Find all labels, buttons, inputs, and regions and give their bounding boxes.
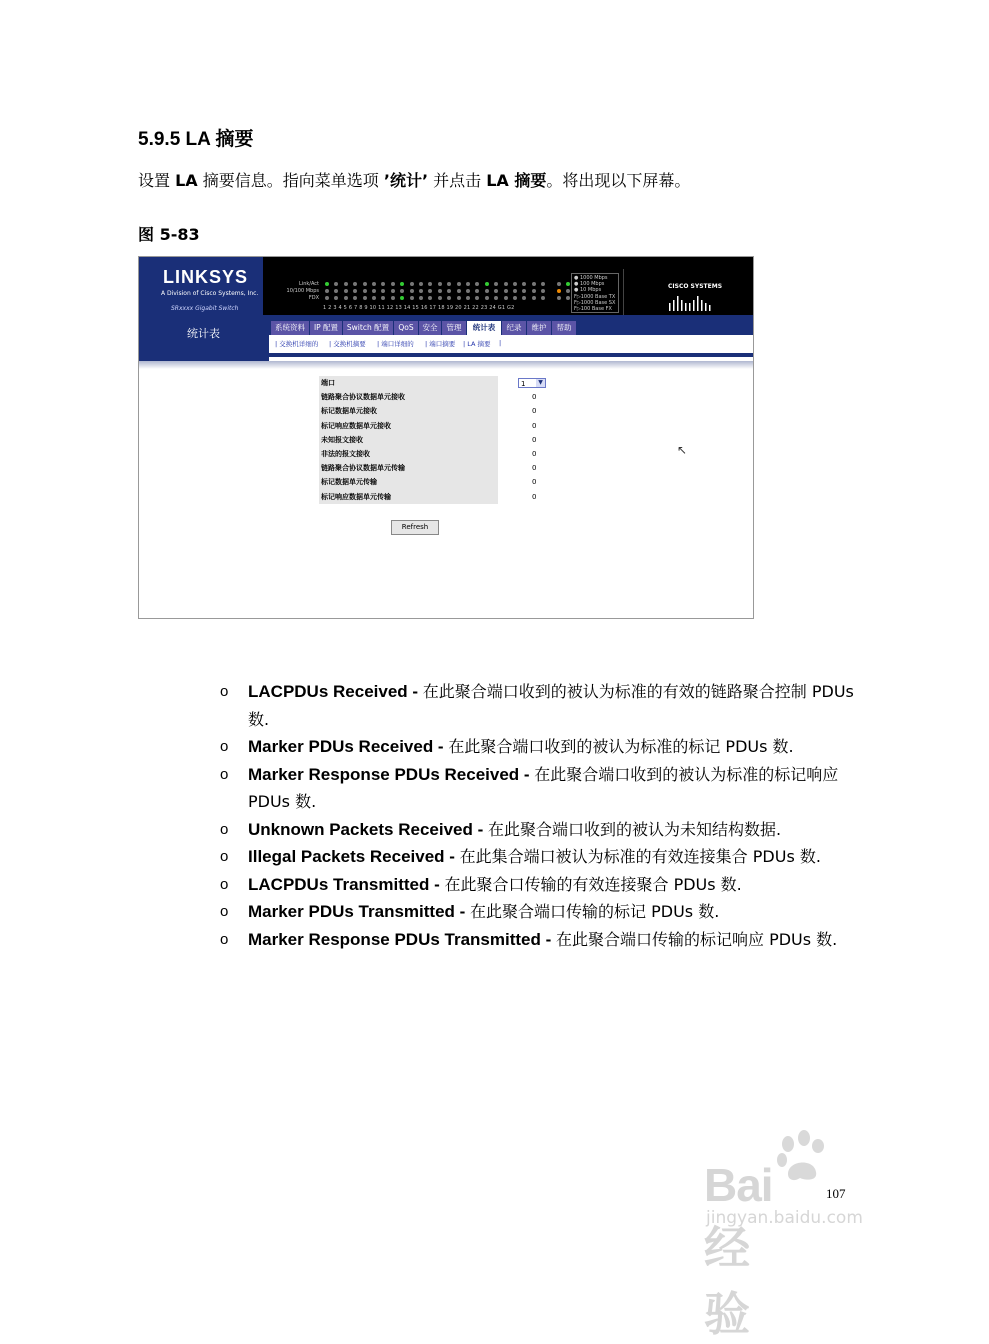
list-item — [220, 871, 860, 899]
subnav-switch-detail[interactable]: | 交换机详细的 — [275, 340, 319, 348]
legend-item: F▷1000 Base TX — [574, 293, 616, 300]
definition: 在此聚合端口收到的被认为标准的标记 PDUs 数. — [448, 737, 794, 756]
table-row — [319, 376, 614, 390]
list-item — [220, 816, 860, 844]
table-row — [319, 404, 614, 418]
tab-ip-config[interactable]: IP 配置 — [310, 321, 343, 335]
table-row — [319, 490, 614, 504]
term: Illegal Packets Received - — [248, 847, 460, 866]
table-row — [319, 461, 614, 475]
port-led — [466, 296, 470, 300]
row-value: 0 — [532, 478, 537, 487]
bullet-icon: o — [220, 875, 229, 893]
subnav-port-detail[interactable]: | 端口详细的 — [377, 340, 414, 348]
table-row — [319, 447, 614, 461]
bullet-icon: o — [220, 903, 229, 920]
switch-screenshot — [138, 256, 754, 619]
port-led — [325, 282, 329, 286]
port-label: 端口 — [319, 376, 498, 390]
tab-switch-config[interactable]: Switch 配置 — [343, 321, 394, 335]
port-led — [438, 296, 442, 300]
port-led — [438, 282, 442, 286]
led-label: Link/Act — [299, 281, 319, 287]
row-value: 0 — [532, 393, 537, 402]
term: Marker PDUs Transmitted - — [248, 902, 471, 921]
port-led — [504, 296, 508, 300]
tab-statistics[interactable]: 统计表 — [467, 321, 502, 335]
port-led — [391, 282, 395, 286]
port-led — [419, 296, 423, 300]
vendor-name: CISCO SYSTEMS — [668, 283, 723, 290]
subnav-port-summary[interactable]: | 端口摘要 — [425, 340, 456, 348]
term: Marker PDUs Received - — [248, 737, 449, 756]
definition: 在此集合端口被认为标准的有效连接集合 PDUs 数. — [459, 847, 821, 866]
term: Unknown Packets Received - — [248, 819, 488, 839]
watermark-text: Bai经验 — [704, 1159, 773, 1340]
watermark-url: jingyan.baidu.com — [706, 1208, 863, 1228]
mouse-cursor-icon: ↖ — [677, 443, 688, 457]
port-led — [325, 289, 329, 293]
figure-caption: 图 5-83 — [138, 225, 200, 244]
intro-la-summary: LA 摘要 — [486, 171, 547, 190]
intro-text: 摘要信息。指向菜单选项 — [197, 171, 384, 190]
port-select[interactable] — [518, 378, 546, 388]
definition-list — [220, 678, 860, 953]
port-select-value: 1 — [521, 380, 526, 389]
port-cell — [498, 376, 614, 390]
port-led — [344, 289, 348, 293]
tab-system-info[interactable]: 系统资料 — [271, 321, 310, 335]
chevron-down-icon[interactable]: ▼ — [536, 379, 545, 387]
subnav-switch-summary[interactable]: | 交换机摘要 — [329, 340, 366, 348]
intro-text: 。将出现以下屏幕。 — [546, 171, 691, 190]
definition: 在此聚合口传输的有效连接聚合 PDUs 数. — [444, 874, 742, 894]
port-led — [419, 282, 423, 286]
divider — [139, 361, 753, 369]
port-led — [391, 296, 395, 300]
table-row — [319, 390, 614, 404]
list-item — [220, 843, 860, 871]
refresh-button[interactable]: Refresh — [391, 520, 439, 535]
term: Marker Response PDUs Received - — [248, 764, 535, 784]
port-led — [391, 289, 395, 293]
tab-help[interactable]: 帮助 — [552, 321, 577, 335]
speed-legend — [571, 273, 619, 313]
bullet-icon: o — [220, 765, 229, 783]
led-label: 10/100 Mbps — [286, 288, 319, 294]
table-row — [319, 419, 614, 433]
port-led — [363, 289, 367, 293]
section-label: 统计表 — [187, 327, 220, 340]
port-led — [513, 282, 517, 286]
term: LACPDUs Received - — [248, 682, 423, 701]
port-led — [438, 289, 442, 293]
row-value: 0 — [532, 450, 537, 459]
row-value: 0 — [532, 435, 537, 444]
row-label: 链路聚合协议数据单元传输 — [319, 461, 498, 475]
port-led — [532, 296, 536, 300]
port-led — [566, 289, 570, 293]
subnav-end: | — [499, 339, 502, 347]
port-led — [325, 296, 329, 300]
list-item — [220, 678, 860, 733]
row-label: 标记响应数据单元接收 — [319, 419, 498, 433]
port-led — [410, 289, 414, 293]
sub-navigation — [269, 335, 753, 357]
legend-item: ● 1000 Mbps — [574, 275, 608, 281]
port-led — [363, 282, 367, 286]
port-led — [513, 296, 517, 300]
list-item — [220, 898, 860, 926]
port-led — [466, 289, 470, 293]
legend-item: F▷100 Base FX — [574, 306, 612, 313]
port-led — [457, 289, 461, 293]
definition: 在此聚合端口收到的被认为标准的有效的链路聚合控制 PDUs 数. — [248, 682, 854, 729]
brand-text: LINKSYS — [163, 267, 249, 287]
row-label: 未知报文接收 — [319, 433, 498, 447]
port-led — [410, 296, 414, 300]
row-label: 标记响应数据单元传输 — [319, 490, 498, 504]
row-value: 0 — [532, 421, 537, 430]
intro-menu: ’统计’ — [383, 171, 429, 190]
port-led — [457, 282, 461, 286]
tab-qos[interactable]: QoS — [394, 321, 419, 335]
row-label: 非法的报文接收 — [319, 447, 498, 461]
tab-bar — [269, 315, 753, 335]
port-numbers: 1 2 3 4 5 6 7 8 9 10 11 12 13 14 15 16 17 18 19 20 21 22 23 24 G1 G2 — [323, 305, 515, 311]
bullet-icon: o — [220, 820, 229, 838]
table-row — [319, 433, 614, 447]
term: Marker Response PDUs Transmitted - — [248, 929, 556, 949]
port-led — [419, 289, 423, 293]
port-led — [344, 282, 348, 286]
definition: 在此聚合端口收到的被认为未知结构数据. — [487, 819, 782, 839]
legend-item: F▷1000 Base SX — [574, 299, 616, 306]
row-label: 链路聚合协议数据单元接收 — [319, 390, 498, 404]
led-label: FDX — [308, 295, 319, 301]
bullet-icon: o — [220, 683, 229, 700]
tab-maintenance[interactable]: 维护 — [527, 321, 552, 335]
row-value: 0 — [532, 407, 537, 416]
port-led — [566, 282, 570, 286]
intro-paragraph — [138, 168, 690, 191]
port-led — [457, 296, 461, 300]
port-led — [485, 296, 489, 300]
section-title: 5.9.5 LA 摘要 — [138, 129, 254, 150]
port-led — [485, 289, 489, 293]
subnav-la-summary[interactable]: | LA 摘要 — [463, 340, 491, 348]
definition: 在此聚合端口传输的标记响应 PDUs 数. — [555, 929, 838, 949]
port-led — [532, 289, 536, 293]
tab-log[interactable]: 纪录 — [502, 321, 527, 335]
port-led — [485, 282, 489, 286]
port-led — [363, 296, 367, 300]
tab-security[interactable]: 安全 — [419, 321, 442, 335]
led-labels — [285, 281, 319, 302]
definition: 在此聚合端口收到的被认为标准的标记响应 PDUs 数. — [248, 764, 839, 811]
port-led — [504, 289, 508, 293]
row-label: 标记数据单元传输 — [319, 475, 498, 489]
linksys-logo — [139, 257, 263, 315]
port-led — [410, 282, 414, 286]
bullet-icon: o — [220, 848, 229, 865]
port-led — [372, 282, 376, 286]
section-panel — [139, 315, 269, 361]
legend-item: ● 100 Mbps — [574, 281, 605, 288]
row-value: 0 — [532, 492, 537, 501]
port-led — [557, 289, 561, 293]
brand-sub: A Division of Cisco Systems, Inc. — [161, 290, 259, 297]
intro-la: LA — [175, 171, 198, 190]
port-led — [557, 282, 561, 286]
legend-item: ● 10 Mbps — [574, 287, 602, 294]
tab-management[interactable]: 管理 — [442, 321, 467, 335]
intro-text: 并点击 — [428, 171, 487, 190]
port-led — [513, 289, 517, 293]
port-led — [344, 296, 348, 300]
cisco-bars-icon — [668, 293, 712, 311]
row-label: 标记数据单元接收 — [319, 404, 498, 418]
bullet-icon: o — [220, 738, 229, 755]
port-led — [566, 296, 570, 300]
definition: 在此聚合端口传输的标记 PDUs 数. — [470, 902, 720, 921]
paw-icon — [774, 1130, 828, 1184]
la-summary-table — [319, 376, 614, 504]
port-led — [372, 289, 376, 293]
list-item — [220, 733, 860, 761]
table-row — [319, 475, 614, 489]
page-number: 107 — [826, 1186, 846, 1201]
list-item — [220, 926, 860, 954]
port-led — [372, 296, 376, 300]
port-led — [532, 282, 536, 286]
intro-text: 设置 — [138, 171, 176, 190]
port-led — [504, 282, 508, 286]
term: LACPDUs Transmitted - — [248, 874, 445, 894]
cisco-logo — [623, 269, 754, 315]
model-name: SRxxxx Gigabit Switch — [171, 305, 239, 312]
port-led — [557, 296, 561, 300]
bullet-icon: o — [220, 930, 229, 948]
list-item — [220, 761, 860, 816]
row-value: 0 — [532, 464, 537, 473]
port-led — [466, 282, 470, 286]
